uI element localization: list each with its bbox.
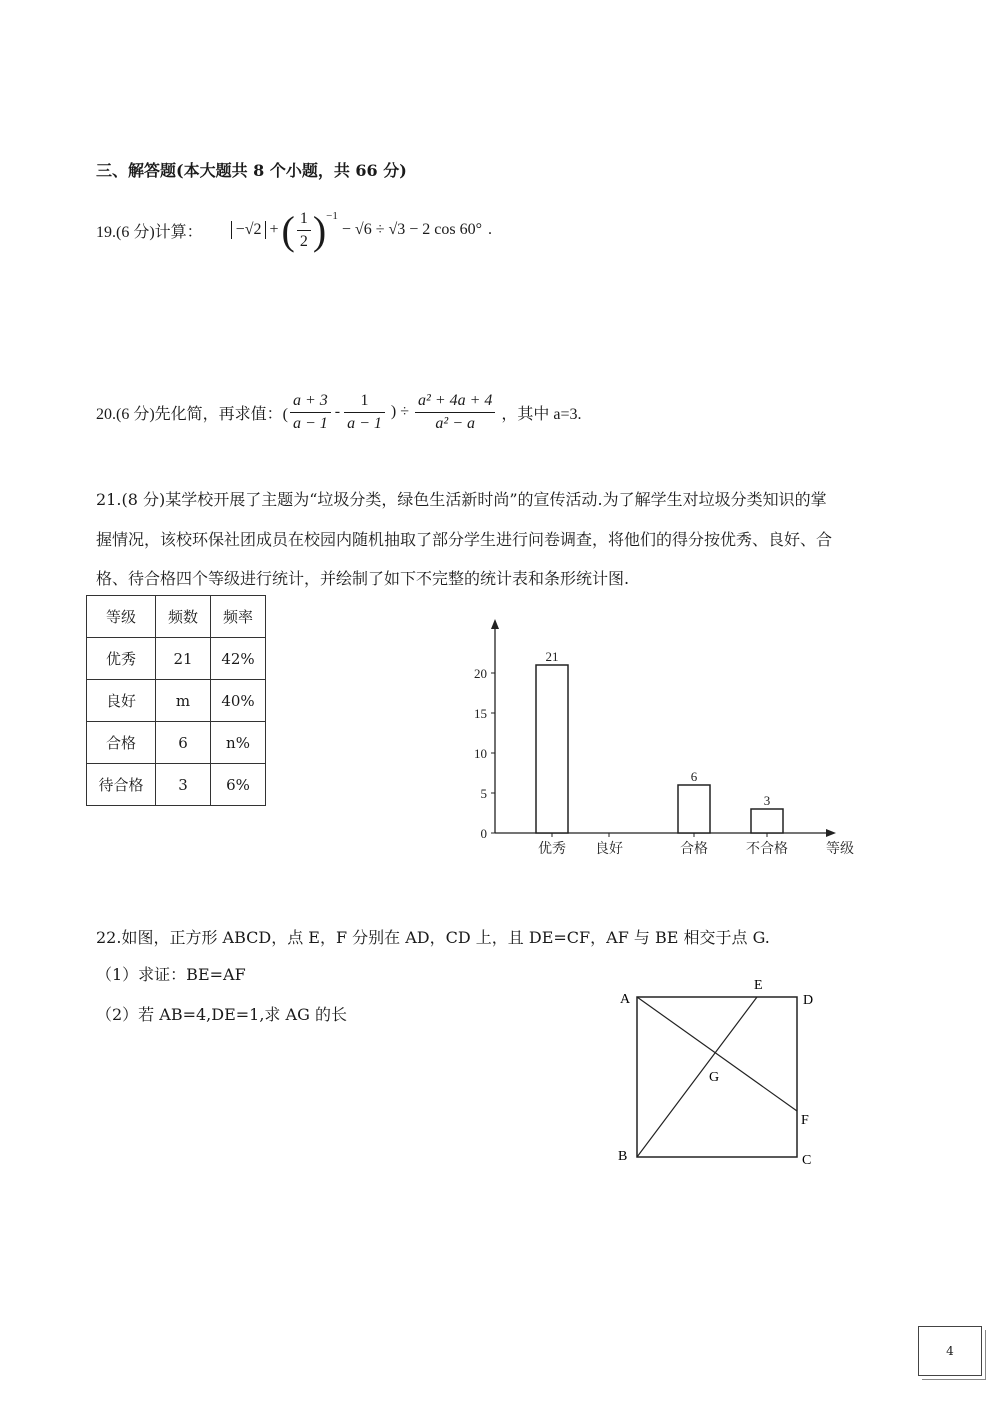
q20-fraction-3	[415, 392, 495, 433]
data-label: 6	[690, 769, 698, 784]
q19-right-paren: )	[312, 207, 327, 253]
y-tick-label: 10	[474, 746, 487, 761]
q19-fraction	[297, 210, 311, 251]
bar	[678, 785, 710, 833]
table-row	[87, 764, 266, 806]
q21-line-2: 握情况，该校环保社团成员在校园内随机抽取了部分学生进行问卷调查，将他们的得分按优秀、良好、合	[96, 530, 833, 549]
q20-f2-num: 1	[344, 392, 385, 413]
y-tick-label: 15	[474, 706, 487, 721]
bar-chart	[460, 615, 870, 865]
q19-frac-den: 2	[299, 232, 308, 250]
label-b: B	[618, 1149, 628, 1164]
label-e: E	[754, 978, 763, 993]
q20-prefix: 20.(6 分)先化简，再求值：(	[96, 405, 288, 423]
q19-left-paren: (	[281, 207, 295, 253]
label-d: D	[803, 993, 814, 1008]
table-header: 等级	[87, 596, 156, 638]
table-header-row	[87, 596, 266, 638]
y-tick-label: 5	[480, 786, 487, 801]
table-cell: 优秀	[87, 638, 156, 680]
q20-fraction-1	[290, 392, 331, 433]
q20-f3-num: a² + 4a + 4	[415, 392, 495, 413]
data-label: 3	[763, 793, 771, 808]
table-cell: m	[156, 680, 211, 722]
q22-line-1: 22.如图，正方形 ABCD，点 E，F 分别在 AD，CD 上，且 DE=CF，AF 与 BE 相交于点 G.	[96, 928, 770, 947]
table-cell: 6	[156, 722, 211, 764]
segment-af	[637, 997, 797, 1111]
q20-suffix: ，其中 a=3.	[501, 405, 582, 423]
q19-plus: +	[269, 221, 279, 238]
bar	[751, 809, 783, 833]
section-title: 三、解答题(本大题共 8 个小题，共 66 分)	[96, 161, 407, 180]
q19-end: .	[488, 221, 493, 238]
table-cell: 待合格	[87, 764, 156, 806]
label-f: F	[801, 1113, 809, 1128]
q20-f1-num: a + 3	[290, 392, 331, 413]
x-tick-label: 良好	[595, 840, 623, 856]
x-tick-label: 不合格	[746, 840, 788, 856]
q20-f1-den: a − 1	[293, 414, 328, 432]
q20-minus: -	[334, 403, 341, 420]
question-20	[96, 388, 582, 436]
q21-line-1: 21.(8 分)某学校开展了主题为“垃圾分类，绿色生活新时尚”的宣传活动.为了解学生对垃圾分类知识的掌	[96, 490, 827, 509]
table-cell: 40%	[211, 680, 266, 722]
table-cell: 3	[156, 764, 211, 806]
q20-f2-den: a − 1	[347, 414, 382, 432]
q19-rest: − √6 ÷ √3 − 2 cos 60°	[341, 221, 483, 238]
label-a: A	[620, 992, 631, 1007]
table-cell: 42%	[211, 638, 266, 680]
x-tick-label: 合格	[680, 840, 708, 856]
label-c: C	[802, 1153, 812, 1168]
table-row	[87, 722, 266, 764]
label-g: G	[709, 1070, 720, 1085]
q20-f3-den: a² − a	[435, 414, 476, 432]
q21-line-3: 格、待合格四个等级进行统计，并绘制了如下不完整的统计表和条形统计图.	[96, 569, 630, 588]
y-tick-label: 20	[474, 666, 487, 681]
x-axis-arrow	[826, 829, 836, 837]
table-row	[87, 680, 266, 722]
y-axis-arrow	[491, 619, 499, 629]
question-19	[96, 205, 492, 255]
frequency-table	[86, 595, 266, 806]
segment-be	[637, 997, 757, 1157]
table-row	[87, 638, 266, 680]
table-cell: n%	[211, 722, 266, 764]
q20-fraction-2	[344, 392, 385, 433]
q19-exponent: −1	[326, 210, 338, 222]
table-cell: 良好	[87, 680, 156, 722]
table-cell: 合格	[87, 722, 156, 764]
data-label: 21	[545, 649, 559, 664]
table-header: 频率	[211, 596, 266, 638]
page-number-box	[918, 1326, 982, 1376]
bar	[536, 665, 568, 833]
table-cell: 6%	[211, 764, 266, 806]
q19-absolute-value: −√2	[231, 221, 267, 239]
q22-part-1: （1）求证：BE=AF	[96, 965, 246, 984]
x-axis-label: 等级	[826, 840, 854, 856]
x-tick-label: 优秀	[538, 840, 566, 856]
y-tick-label: 0	[480, 826, 487, 841]
table-cell: 21	[156, 638, 211, 680]
q22-part-2: （2）若 AB=4,DE=1,求 AG 的长	[96, 1005, 347, 1024]
table-header: 频数	[156, 596, 211, 638]
q19-frac-num: 1	[297, 210, 311, 231]
q20-divide: ) ÷	[390, 403, 410, 420]
q19-prefix: 19.(6 分)计算：	[96, 223, 203, 241]
page-number: 4	[946, 1344, 954, 1358]
square-figure	[600, 970, 830, 1170]
